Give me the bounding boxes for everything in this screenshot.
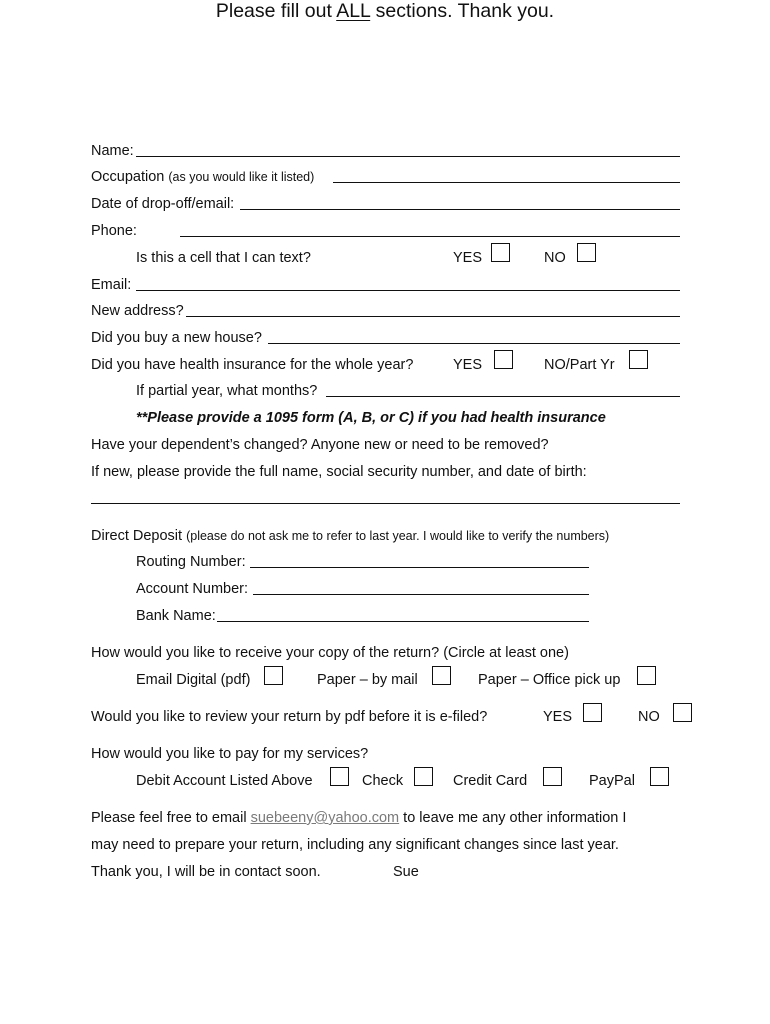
partial-year-label: If partial year, what months? xyxy=(136,383,318,399)
pay-paypal-label: PayPal xyxy=(589,773,635,789)
pay-debit-checkbox[interactable] xyxy=(330,767,349,786)
partial-year-field[interactable] xyxy=(326,396,680,397)
review-yes-checkbox[interactable] xyxy=(583,703,602,722)
health-yes-label: YES xyxy=(453,357,483,373)
review-question: Would you like to review your return by pdf before it is e-filed? xyxy=(91,709,488,725)
new-address-label: New address? xyxy=(91,303,184,319)
health-no-label: NO/Part Yr xyxy=(544,357,615,373)
account-field[interactable] xyxy=(253,594,589,595)
occupation-note: (as you would like it listed) xyxy=(168,170,315,184)
new-house-label: Did you buy a new house? xyxy=(91,330,262,346)
direct-deposit-label xyxy=(91,527,609,545)
pay-credit-label: Credit Card xyxy=(453,773,528,789)
dropoff-label: Date of drop-off/email: xyxy=(91,196,235,212)
routing-label: Routing Number: xyxy=(136,554,246,570)
closing-line-3: Thank you, I will be in contact soon. xyxy=(91,864,321,880)
phone-field[interactable] xyxy=(180,236,680,237)
closing-line-2: may need to prepare your return, including any significant changes since last year. xyxy=(91,837,619,853)
phone-label: Phone: xyxy=(91,223,137,239)
closing-line-1 xyxy=(91,809,626,827)
form-1095-note: **Please provide a 1095 form (A, B, or C) if you had health insurance xyxy=(136,410,606,426)
routing-field[interactable] xyxy=(250,567,589,568)
bank-field[interactable] xyxy=(217,621,589,622)
cell-no-checkbox[interactable] xyxy=(577,243,596,262)
receive-pickup-checkbox[interactable] xyxy=(637,666,656,685)
pay-credit-checkbox[interactable] xyxy=(543,767,562,786)
closing-pre: Please feel free to email xyxy=(91,810,251,826)
email-label: Email: xyxy=(91,277,132,293)
review-no-checkbox[interactable] xyxy=(673,703,692,722)
receive-question: How would you like to receive your copy of the return? (Circle at least one) xyxy=(91,645,569,661)
direct-deposit-note: (please do not ask me to refer to last year. I would like to verify the numbers) xyxy=(186,529,610,543)
receive-email-label: Email Digital (pdf) xyxy=(136,672,251,688)
email-field[interactable] xyxy=(136,290,680,291)
cell-no-label: NO xyxy=(544,250,566,266)
title-post: sections. Thank you. xyxy=(370,0,555,22)
cell-yes-checkbox[interactable] xyxy=(491,243,510,262)
closing-post: to leave me any other information I xyxy=(399,810,627,826)
occupation-text: Occupation xyxy=(91,169,165,185)
signature: Sue xyxy=(393,864,419,880)
pay-question: How would you like to pay for my services? xyxy=(91,746,369,762)
receive-mail-label: Paper – by mail xyxy=(317,672,418,688)
title-emphasis: ALL xyxy=(336,0,371,22)
title-pre: Please fill out xyxy=(215,0,337,22)
name-field[interactable] xyxy=(136,156,680,157)
pay-paypal-checkbox[interactable] xyxy=(650,767,669,786)
page-title xyxy=(0,0,770,23)
receive-pickup-label: Paper – Office pick up xyxy=(478,672,621,688)
account-label: Account Number: xyxy=(136,581,249,597)
direct-deposit-title: Direct Deposit xyxy=(91,528,183,544)
dependents-question: Have your dependent’s changed? Anyone new or need to be removed? xyxy=(91,437,549,453)
bank-label: Bank Name: xyxy=(136,608,216,624)
health-yes-checkbox[interactable] xyxy=(494,350,513,369)
dependents-instructions: If new, please provide the full name, social security number, and date of birth: xyxy=(91,464,587,480)
cell-question: Is this a cell that I can text? xyxy=(136,250,311,266)
review-yes-label: YES xyxy=(543,709,573,725)
receive-mail-checkbox[interactable] xyxy=(432,666,451,685)
name-label: Name: xyxy=(91,143,134,159)
dropoff-field[interactable] xyxy=(240,209,680,210)
dependents-field[interactable] xyxy=(91,503,680,504)
new-house-field[interactable] xyxy=(268,343,680,344)
pay-check-checkbox[interactable] xyxy=(414,767,433,786)
cell-yes-label: YES xyxy=(453,250,483,266)
review-no-label: NO xyxy=(638,709,660,725)
occupation-field[interactable] xyxy=(333,182,680,183)
occupation-label xyxy=(91,168,314,186)
health-no-checkbox[interactable] xyxy=(629,350,648,369)
health-question: Did you have health insurance for the whole year? xyxy=(91,357,414,373)
new-address-field[interactable] xyxy=(186,316,680,317)
receive-email-checkbox[interactable] xyxy=(264,666,283,685)
contact-email-link[interactable]: suebeeny@yahoo.com xyxy=(250,810,400,826)
pay-debit-label: Debit Account Listed Above xyxy=(136,773,313,789)
pay-check-label: Check xyxy=(362,773,404,789)
